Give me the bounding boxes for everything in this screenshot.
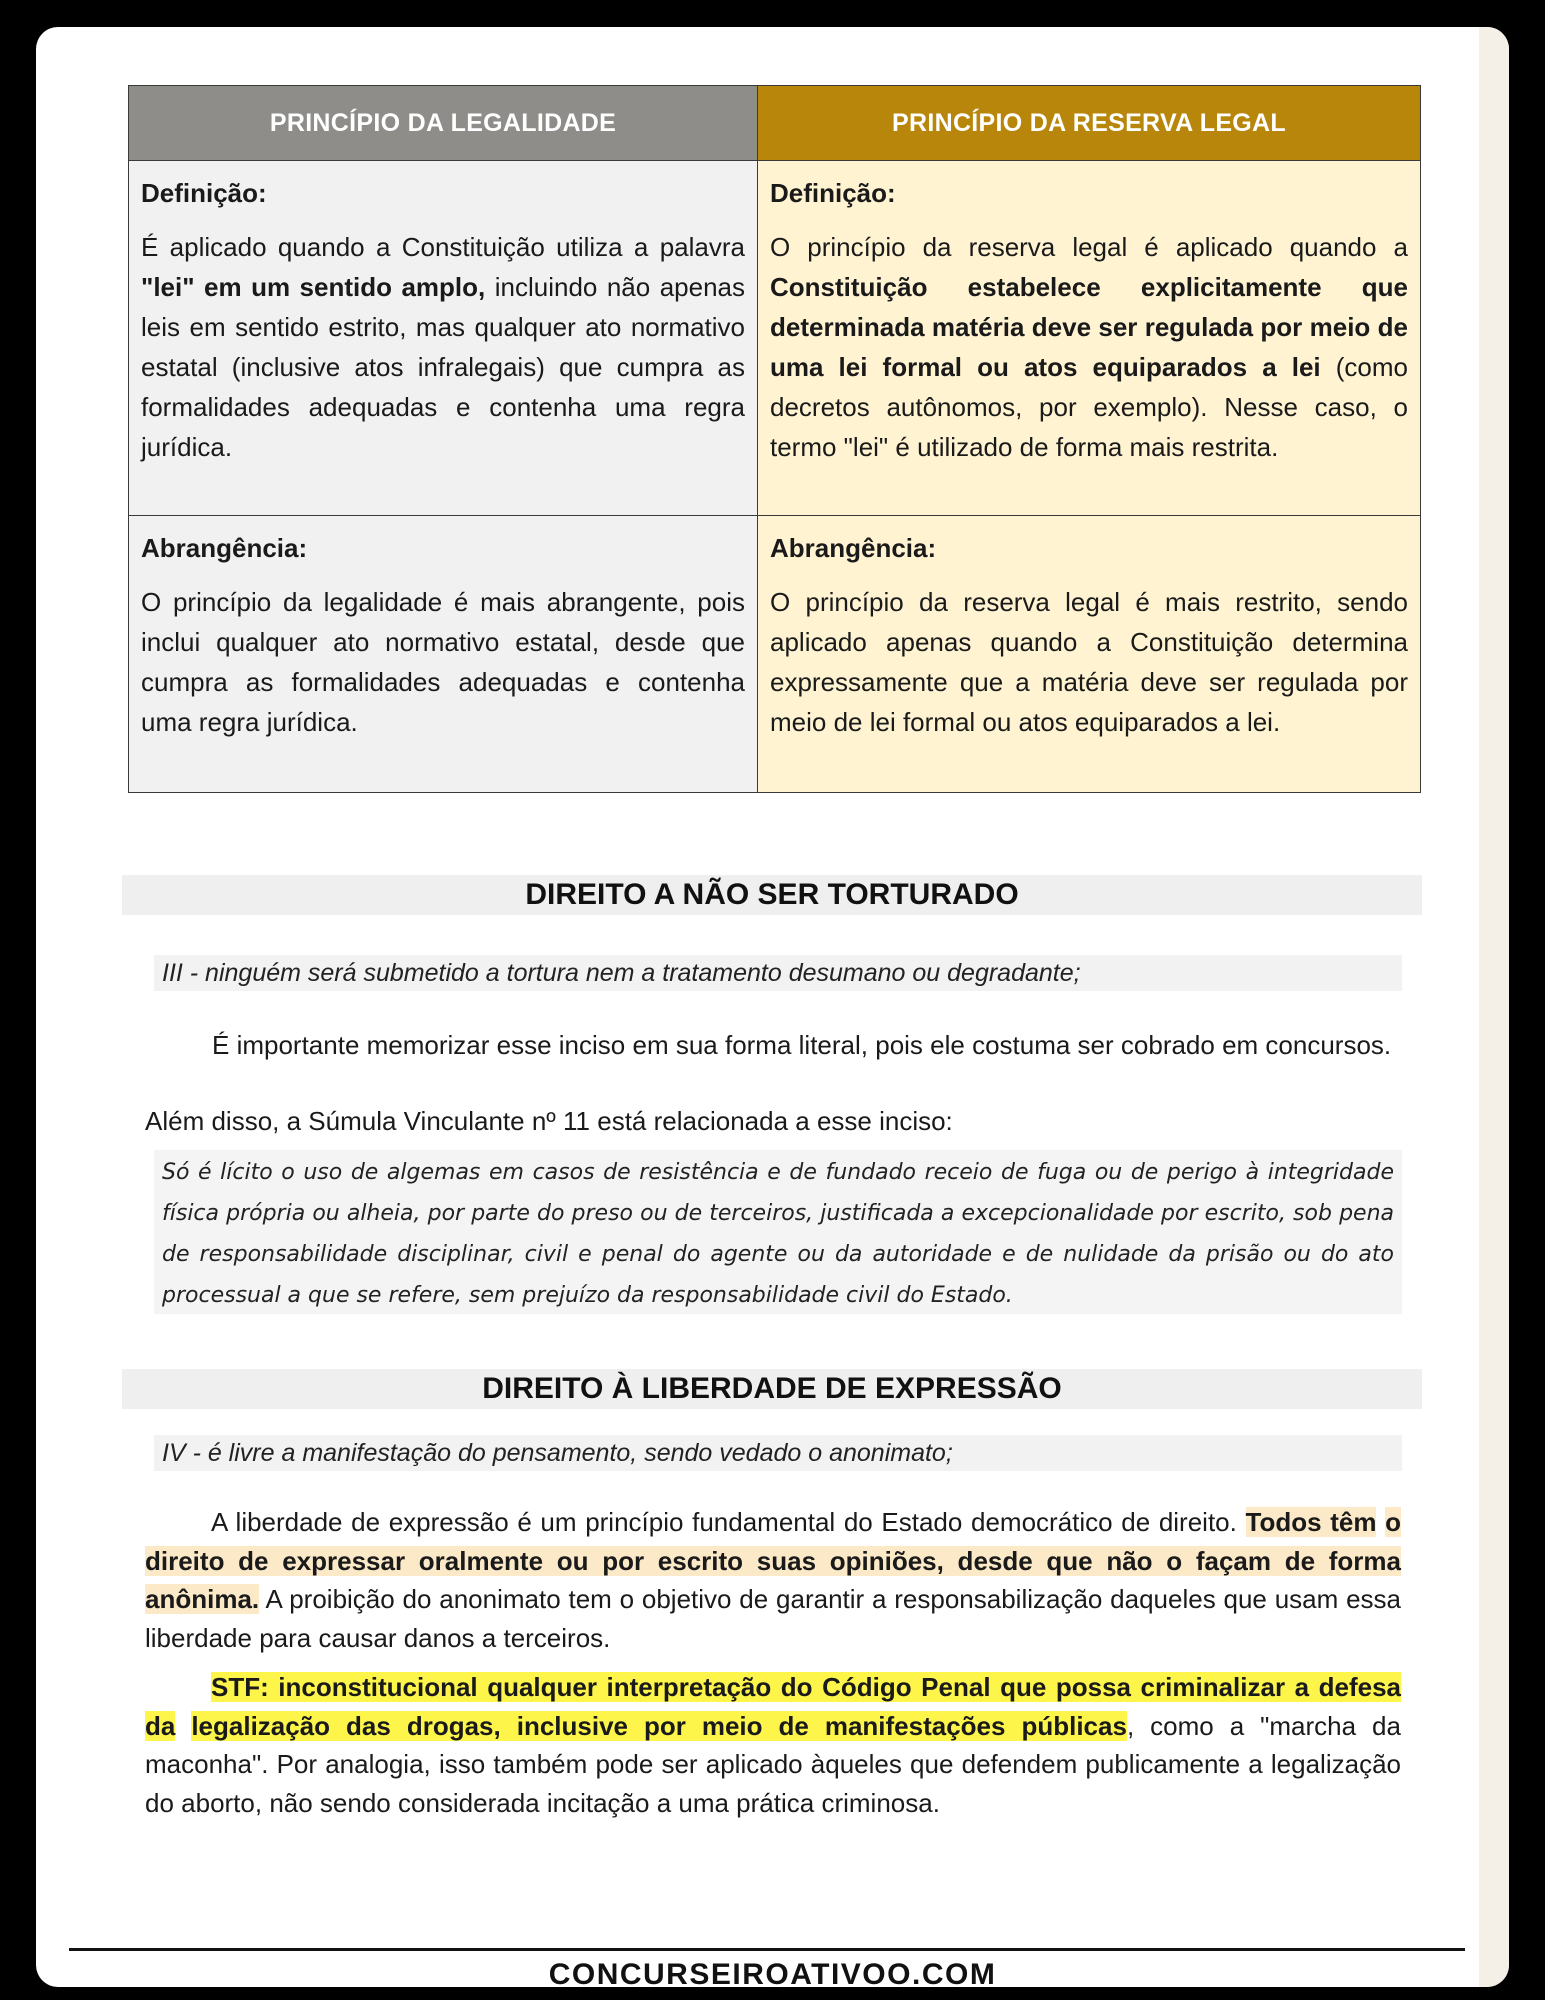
cell-text: O princípio da legalidade é mais abrangente, pois inclui qualquer ato normativo estatal, desde que cumpra as formalidades adequadas e contenha uma regra jurídica. <box>141 587 745 737</box>
inciso-iii: III - ninguém será submetido a tortura nem a tratamento desumano ou degradante; <box>154 955 1402 991</box>
highlight-stf: STF: inconstitucional qualquer interpretação do Código Penal que possa criminalizar a defesa da <box>145 1672 1401 1741</box>
cell-text: O princípio da reserva legal é aplicado quando a Constituição estabelece explicitamente que determinada matéria deve ser regulada por meio de uma lei formal ou atos equiparados a lei (como decretos autônomos, por exemplo). Nesse caso, o termo "lei" é utilizado de forma mais restrita. <box>770 232 1409 462</box>
paragraph-stf: STF: inconstitucional qualquer interpretação do Código Penal que possa criminalizar a defesa da legalização das drogas, inclusive por meio de manifestações públicas, como a "marcha da maconha". Por analogia, isso também pode ser aplicado àqueles que defendem publicamente a legalização do aborto, não sendo considerada incitação a uma prática criminosa. <box>145 1672 1401 1818</box>
cell-title: Definição: <box>770 178 896 208</box>
cell-title: Abrangência: <box>770 533 937 563</box>
highlight-direito-expressar: o direito de expressar oralmente ou por escrito suas opiniões, desde que não o façam de forma anônima. <box>145 1507 1401 1614</box>
footer-site: CONCURSEIROATIVOO.COM <box>548 1958 997 1987</box>
paragraph-sumula-intro: Além disso, a Súmula Vinculante nº 11 está relacionada a esse inciso: <box>145 1106 953 1136</box>
header-legalidade: PRINCÍPIO DA LEGALIDADE <box>129 86 758 161</box>
comparison-table <box>128 85 1421 793</box>
table-row-definicao <box>129 161 1421 516</box>
cell-title: Definição: <box>141 178 267 208</box>
cell-abrangencia-legalidade <box>129 516 758 793</box>
cell-abrangencia-reserva-legal <box>758 516 1421 793</box>
cell-definicao-legalidade <box>129 161 758 516</box>
paragraph-memorizar: É importante memorizar esse inciso em sua forma literal, pois ele costuma ser cobrado em concursos. <box>212 1030 1392 1060</box>
page-edge-band <box>1479 27 1509 1987</box>
highlight-legalizacao: legalização das drogas, inclusive por meio de manifestações públicas <box>191 1710 1127 1741</box>
cell-definicao-reserva-legal <box>758 161 1421 516</box>
document-page <box>36 27 1509 1987</box>
highlight-todos-tem: Todos têm <box>1245 1507 1377 1537</box>
section-heading-tortura: DIREITO A NÃO SER TORTURADO <box>122 875 1422 915</box>
table-header-row <box>129 86 1421 161</box>
cell-text: É aplicado quando a Constituição utiliza a palavra "lei" em um sentido amplo, incluindo não apenas leis em sentido estrito, mas qualquer ato normativo estatal (inclusive atos infralegais) que cumpra as formalidades adequadas e contenha uma regra jurídica. <box>141 232 745 462</box>
section-heading-liberdade: DIREITO À LIBERDADE DE EXPRESSÃO <box>122 1369 1422 1409</box>
footer-divider <box>69 1948 1465 1951</box>
header-reserva-legal: PRINCÍPIO DA RESERVA LEGAL <box>758 86 1421 161</box>
table-row-abrangencia <box>129 516 1421 793</box>
sumula-vinculante-quote: Só é lícito o uso de algemas em casos de resistência e de fundado receio de fuga ou de perigo à integridade física própria ou alheia, por parte do preso ou de terceiros, justificada a excepcionalidade por escrito, sob pena de responsabilidade disciplinar, civil e penal do agente ou da autoridade e de nulidade da prisão ou do ato processual a que se refere, sem prejuízo da responsabilidade civil do Estado. <box>154 1150 1402 1314</box>
cell-text: O princípio da reserva legal é mais restrito, sendo aplicado apenas quando a Constituição determina expressamente que a matéria deve ser regulada por meio de lei formal ou atos equiparados a lei. <box>770 587 1408 737</box>
inciso-iv: IV - é livre a manifestação do pensamento, sendo vedado o anonimato; <box>154 1435 1402 1471</box>
cell-title: Abrangência: <box>141 533 308 563</box>
paragraph-liberdade: A liberdade de expressão é um princípio fundamental do Estado democrático de direito. Todos têm o direito de expressar oralmente ou por escrito suas opiniões, desde que não o façam de forma anônima. A proibição do anonimato tem o objetivo de garantir a responsabilização daqueles que usam essa liberdade para causar danos a terceiros. <box>145 1507 1401 1653</box>
